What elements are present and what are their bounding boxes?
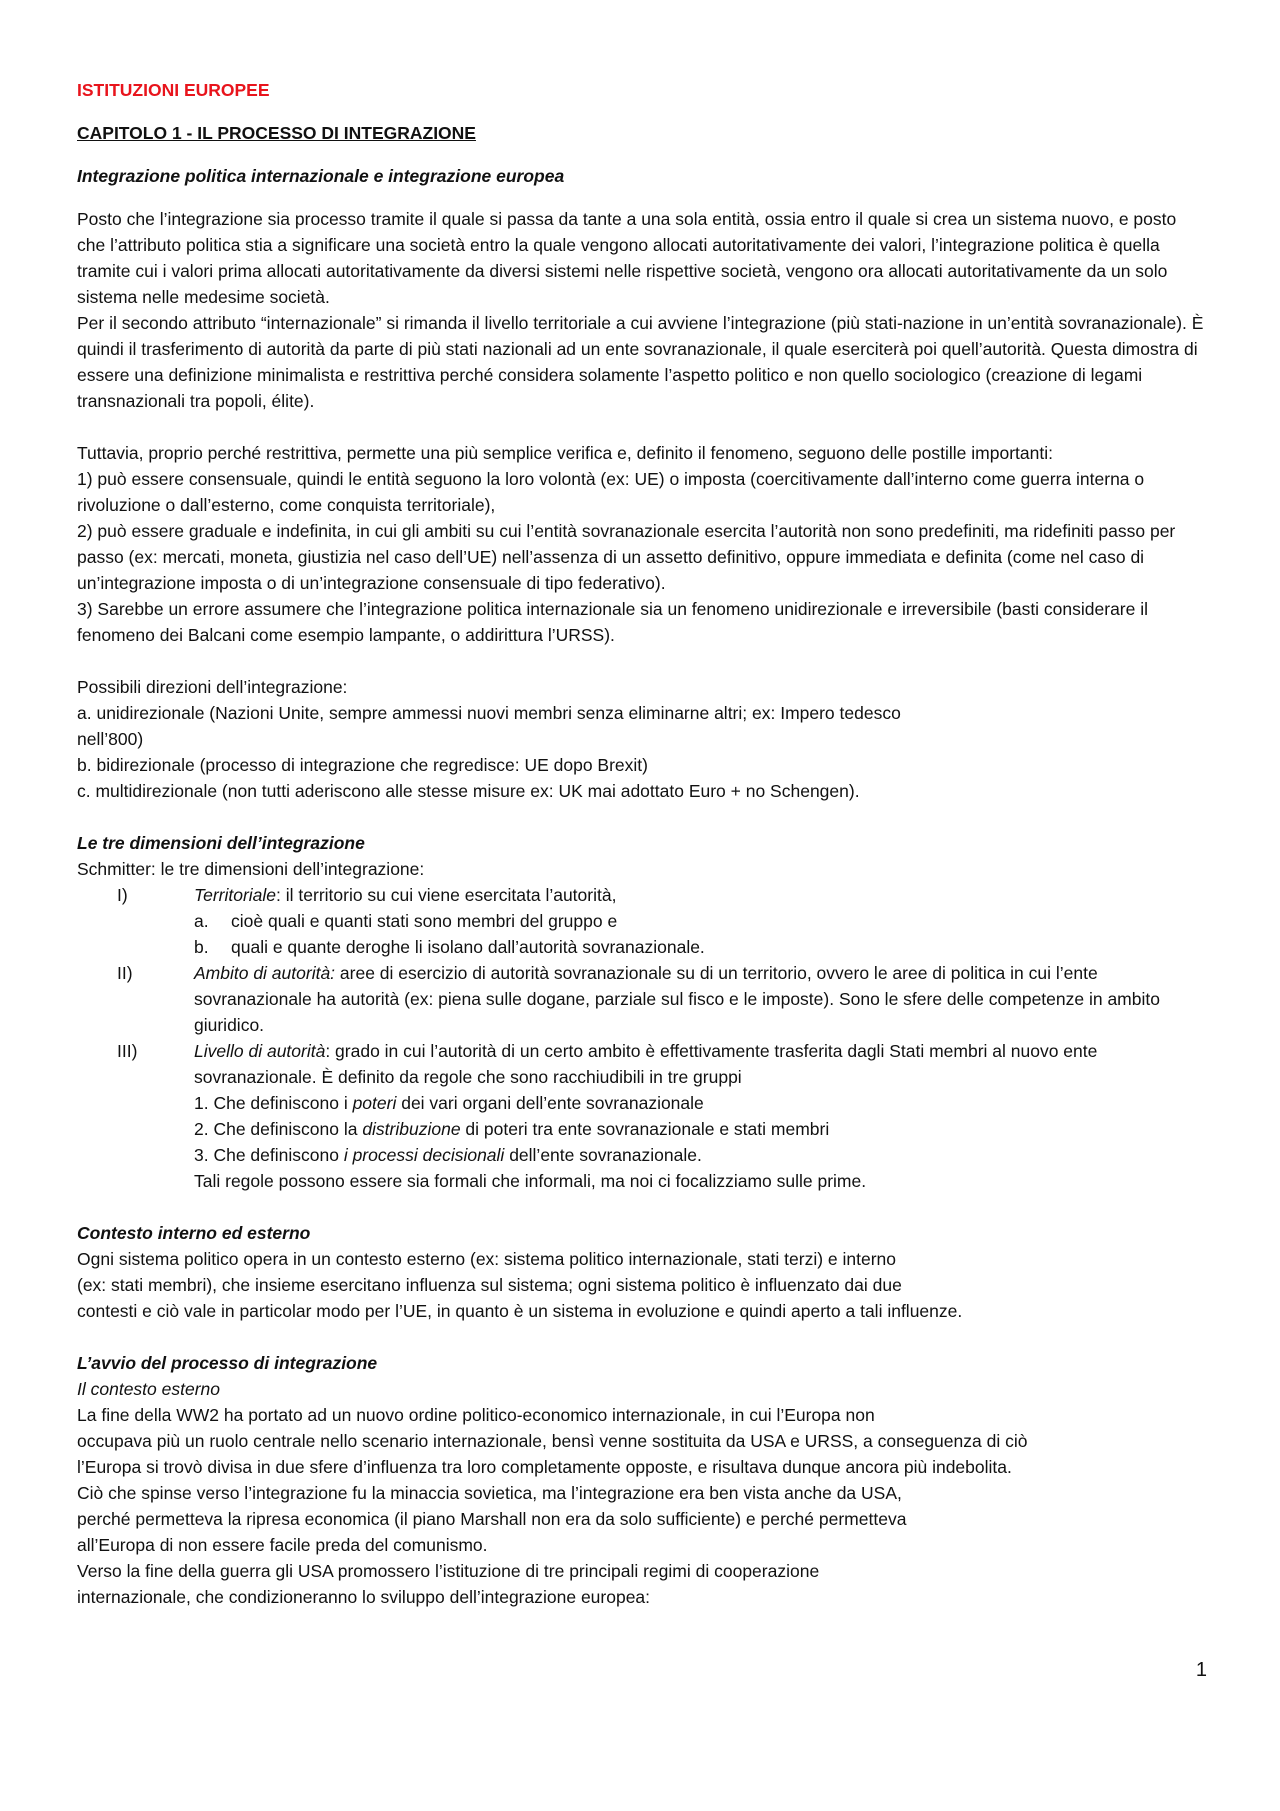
text-line: Ciò che spinse verso l’integrazione fu la minaccia sovietica, ma l’integrazione era ben vista anche da USA, bbox=[77, 1483, 902, 1503]
paragraph: Schmitter: le tre dimensioni dell’integrazione: bbox=[77, 859, 425, 879]
chapter-title: CAPITOLO 1 - IL PROCESSO DI INTEGRAZIONE bbox=[77, 123, 476, 143]
paragraph: Tali regole possono essere sia formali che informali, ma noi ci focalizziamo sulle prime. bbox=[194, 1171, 867, 1191]
list-number: III) bbox=[117, 1041, 138, 1061]
paragraph: Possibili direzioni dell’integrazione: bbox=[77, 677, 348, 697]
text-line: all’Europa di non essere facile preda del comunismo. bbox=[77, 1535, 488, 1555]
dimension-item bbox=[77, 960, 1207, 1038]
dimension-item bbox=[77, 882, 1207, 908]
text-line: l’Europa si trovò divisa in due sfere d’influenza tra loro completamente opposte, e risultava dunque ancora più indebolita. bbox=[77, 1457, 1012, 1477]
paragraph: Posto che l’integrazione sia processo tramite il quale si passa da tante a una sola entità, ossia entro il quale si crea un sistema nuovo, e posto che l’attributo politica stia a significare una società entro la quale vengono allocati autoritativamente dei valori, l’integrazione politica è quella tramite cui i valori prima allocati autoritativamente da diversi sistemi nelle rispettive società, vengono ora allocati autoritativamente da un solo sistema nelle medesime società. bbox=[77, 209, 1177, 307]
definition: : il territorio su cui viene esercitata l’autorità, bbox=[276, 885, 617, 905]
rule-item: 2. Che definiscono la distribuzione di poteri tra ente sovranazionale e stati membri bbox=[194, 1119, 830, 1139]
document-title: ISTITUZIONI EUROPEE bbox=[77, 80, 270, 100]
text-line: La fine della WW2 ha portato ad un nuovo ordine politico-economico internazionale, in cui l’Europa non bbox=[77, 1405, 875, 1425]
directions-block bbox=[77, 674, 1207, 804]
list-item: 1) può essere consensuale, quindi le entità seguono la loro volontà (ex: UE) o imposta (coercitivamente dall’interno come guerra interna o rivoluzione o dall’esterno, come conquista territoriale), bbox=[77, 469, 1145, 515]
text-line: Ogni sistema politico opera in un contesto esterno (ex: sistema politico internazionale, stati terzi) e interno bbox=[77, 1249, 897, 1269]
paragraph: Tuttavia, proprio perché restrittiva, permette una più semplice verifica e, definito il fenomeno, seguono delle postille importanti: bbox=[77, 443, 1053, 463]
postille-block bbox=[77, 440, 1207, 648]
list-letter: b. bbox=[194, 937, 209, 957]
dimension-item bbox=[77, 1038, 1207, 1090]
page-number: 1 bbox=[1195, 1659, 1207, 1681]
list-number: II) bbox=[117, 963, 133, 983]
text-line: Verso la fine della guerra gli USA promossero l’istituzione di tre principali regimi di cooperazione bbox=[77, 1561, 820, 1581]
text-line: contesti e ciò vale in particolar modo per l’UE, in quanto è un sistema in evoluzione e quindi aperto a tali influenze. bbox=[77, 1301, 963, 1321]
term: Ambito di autorità: bbox=[194, 963, 336, 983]
section-heading-integrazione: Integrazione politica internazionale e integrazione europea bbox=[77, 166, 565, 186]
definition: aree di esercizio di autorità sovranazionale su di un territorio, ovvero le aree di politica in cui l’ente sovranazionale ha autorità (ex: piena sulle dogane, parziale sul fisco e le imposte). Sono le sfere delle competenze in ambito giuridico. bbox=[194, 963, 1160, 1035]
list-item: c. multidirezionale (non tutti aderiscono alle stesse misure ex: UK mai adottato Euro + no Schengen). bbox=[77, 781, 860, 801]
section-heading-avvio: L’avvio del processo di integrazione bbox=[77, 1353, 378, 1373]
sub-item-text: cioè quali e quanti stati sono membri del gruppo e bbox=[231, 911, 618, 931]
sub-list-item bbox=[77, 934, 1207, 960]
text-line: internazionale, che condizioneranno lo sviluppo dell’integrazione europea: bbox=[77, 1587, 651, 1607]
section-heading-dimensioni: Le tre dimensioni dell’integrazione bbox=[77, 833, 365, 853]
list-item: a. unidirezionale (Nazioni Unite, sempre ammessi nuovi membri senza eliminarne altri; ex: Impero tedesco bbox=[77, 703, 901, 723]
rule-item: 1. Che definiscono i poteri dei vari organi dell’ente sovranazionale bbox=[194, 1093, 704, 1113]
section-body-integrazione bbox=[77, 206, 1207, 414]
text-line: occupava più un ruolo centrale nello scenario internazionale, bensì venne sostituita da USA e URSS, a conseguenza di ciò bbox=[77, 1431, 1028, 1451]
sub-item-text: quali e quante deroghe li isolano dall’autorità sovranazionale. bbox=[231, 937, 705, 957]
text-line: perché permetteva la ripresa economica (il piano Marshall non era da solo sufficiente) e perché permetteva bbox=[77, 1509, 907, 1529]
text-line: (ex: stati membri), che insieme esercitano influenza sul sistema; ogni sistema politico è influenzato dai due bbox=[77, 1275, 902, 1295]
list-item: 3) Sarebbe un errore assumere che l’integrazione politica internazionale sia un fenomeno unidirezionale e irreversibile (basti considerare il fenomeno dei Balcani come esempio lampante, o addirittura l’URSS). bbox=[77, 599, 1149, 645]
list-item: b. bidirezionale (processo di integrazione che regredisce: UE dopo Brexit) bbox=[77, 755, 648, 775]
list-item-continuation: nell’800) bbox=[77, 729, 144, 749]
page-content bbox=[77, 77, 1207, 1610]
subsection-heading: Il contesto esterno bbox=[77, 1379, 220, 1399]
section-heading-contesto: Contesto interno ed esterno bbox=[77, 1223, 311, 1243]
list-item: 2) può essere graduale e indefinita, in cui gli ambiti su cui l’entità sovranazionale esercita l’autorità non sono predefiniti, ma ridefiniti passo per passo (ex: mercati, moneta, giustizia nel caso dell’UE) nell’assenza di un assetto definitivo, oppure immediata e definita (come nel caso di un’integrazione imposta o di un’integrazione consensuale di tipo federativo). bbox=[77, 521, 1176, 593]
rule-item: 3. Che definiscono i processi decisionali dell’ente sovranazionale. bbox=[194, 1145, 702, 1165]
definition: : grado in cui l’autorità di un certo ambito è effettivamente trasferita dagli Stati membri al nuovo ente sovranazionale. È definito da regole che sono racchiudibili in tre gruppi bbox=[194, 1041, 1098, 1087]
term: Territoriale bbox=[194, 885, 277, 905]
list-letter: a. bbox=[194, 911, 209, 931]
paragraph: Per il secondo attributo “internazionale” si rimanda il livello territoriale a cui avviene l’integrazione (più stati-nazione in un’entità sovranazionale). È quindi il trasferimento di autorità da parte di più stati nazionali ad un ente sovranazionale, il quale eserciterà poi quell’autorità. Questa dimostra di essere una definizione minimalista e restrittiva perché considera solamente l’aspetto politico e non quello sociologico (creazione di legami transnazionali tra popoli, élite). bbox=[77, 313, 1204, 411]
list-number: I) bbox=[117, 885, 128, 905]
sub-list-item bbox=[77, 908, 1207, 934]
term: Livello di autorità bbox=[194, 1041, 326, 1061]
